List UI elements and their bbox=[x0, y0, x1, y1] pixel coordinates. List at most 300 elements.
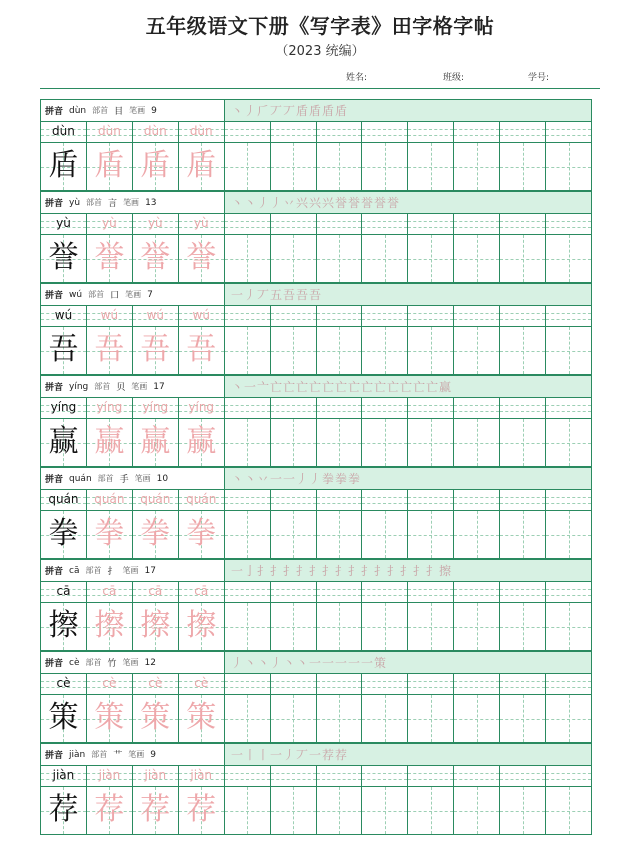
pinyin-blank-cell[interactable] bbox=[271, 766, 317, 787]
header-divider bbox=[40, 88, 600, 89]
trace-char-cell bbox=[133, 419, 179, 467]
pinyin-trace-cell bbox=[179, 122, 225, 143]
pinyin-text: quán bbox=[48, 492, 79, 506]
pinyin-blank-cell[interactable] bbox=[546, 766, 592, 787]
pinyin-trace-cell bbox=[87, 582, 133, 603]
char-block bbox=[40, 283, 592, 375]
blank-practice-cell[interactable] bbox=[317, 327, 363, 375]
blank-practice-cell[interactable] bbox=[225, 603, 271, 651]
blank-practice-cell[interactable] bbox=[317, 603, 363, 651]
pinyin-blank-cell[interactable] bbox=[408, 766, 454, 787]
blank-practice-cell[interactable] bbox=[500, 695, 546, 743]
pinyin-blank-cell[interactable] bbox=[362, 398, 408, 419]
char-row bbox=[40, 419, 592, 467]
char-meta bbox=[41, 468, 225, 489]
char-text: 誉 bbox=[140, 240, 171, 275]
char-text: 赢 bbox=[48, 424, 79, 459]
stroke-order-text: 丶丶丿丿丷兴兴兴誉誉誉誉誉 bbox=[231, 196, 401, 210]
pinyin-text: cā bbox=[102, 584, 117, 598]
trace-char-cell bbox=[133, 143, 179, 191]
pinyin-blank-cell[interactable] bbox=[271, 306, 317, 327]
pinyin-blank-cell[interactable] bbox=[454, 582, 500, 603]
model-char-cell bbox=[41, 695, 87, 743]
pinyin-blank-cell[interactable] bbox=[500, 766, 546, 787]
blank-practice-cell[interactable] bbox=[454, 327, 500, 375]
pinyin-blank-cell[interactable] bbox=[500, 490, 546, 511]
char-text: 吾 bbox=[186, 332, 217, 367]
blank-practice-cell[interactable] bbox=[546, 419, 592, 467]
id-label: 学号: bbox=[528, 73, 550, 83]
pinyin-blank-cell[interactable] bbox=[225, 122, 271, 143]
blank-practice-cell[interactable] bbox=[225, 787, 271, 835]
blank-practice-cell[interactable] bbox=[362, 235, 408, 283]
pinyin-blank-cell[interactable] bbox=[408, 306, 454, 327]
strokes-label: 笔画 bbox=[129, 106, 146, 115]
pinyin-text: dùn bbox=[97, 124, 121, 138]
pinyin-blank-cell[interactable] bbox=[362, 214, 408, 235]
pinyin-text: jiàn bbox=[190, 768, 213, 782]
pinyin-trace-cell bbox=[133, 398, 179, 419]
trace-char-cell bbox=[179, 603, 225, 651]
blank-practice-cell[interactable] bbox=[271, 419, 317, 467]
char-text: 吾 bbox=[140, 332, 171, 367]
pinyin-blank-cell[interactable] bbox=[225, 398, 271, 419]
pinyin-value: dùn bbox=[69, 105, 87, 116]
stroke-order bbox=[225, 746, 591, 763]
pinyin-text: dùn bbox=[143, 124, 167, 138]
char-header bbox=[40, 467, 592, 490]
pinyin-cell bbox=[41, 490, 87, 511]
trace-char-cell bbox=[179, 235, 225, 283]
pinyin-text: yù bbox=[193, 216, 209, 230]
pinyin-blank-cell[interactable] bbox=[408, 398, 454, 419]
pinyin-blank-cell[interactable] bbox=[225, 214, 271, 235]
trace-char-cell bbox=[133, 511, 179, 559]
blank-practice-cell[interactable] bbox=[225, 143, 271, 191]
trace-char-cell bbox=[133, 787, 179, 835]
pinyin-blank-cell[interactable] bbox=[271, 398, 317, 419]
blank-practice-cell[interactable] bbox=[362, 603, 408, 651]
pinyin-blank-cell[interactable] bbox=[271, 674, 317, 695]
blank-practice-cell[interactable] bbox=[454, 419, 500, 467]
pinyin-row bbox=[40, 766, 592, 787]
pinyin-trace-cell bbox=[87, 122, 133, 143]
pinyin-blank-cell[interactable] bbox=[317, 214, 363, 235]
trace-char-cell bbox=[87, 235, 133, 283]
pinyin-blank-cell[interactable] bbox=[317, 582, 363, 603]
blank-practice-cell[interactable] bbox=[454, 235, 500, 283]
pinyin-blank-cell[interactable] bbox=[546, 122, 592, 143]
blank-practice-cell[interactable] bbox=[225, 695, 271, 743]
pinyin-trace-cell bbox=[87, 306, 133, 327]
pinyin-text: jiàn bbox=[98, 768, 121, 782]
trace-char-cell bbox=[133, 695, 179, 743]
pinyin-blank-cell[interactable] bbox=[454, 306, 500, 327]
pinyin-blank-cell[interactable] bbox=[317, 398, 363, 419]
pinyin-blank-cell[interactable] bbox=[546, 674, 592, 695]
pinyin-label: 拼音 bbox=[45, 751, 64, 761]
pinyin-text: dùn bbox=[189, 124, 213, 138]
name-label: 姓名: bbox=[346, 73, 368, 83]
char-row bbox=[40, 327, 592, 375]
trace-char-cell bbox=[133, 235, 179, 283]
strokes-label: 笔画 bbox=[134, 474, 151, 483]
trace-char-cell bbox=[179, 143, 225, 191]
pinyin-blank-cell[interactable] bbox=[317, 766, 363, 787]
pinyin-text: wú bbox=[146, 308, 165, 322]
pinyin-text: jiàn bbox=[144, 768, 167, 782]
radical-label: 部首 bbox=[85, 566, 102, 575]
blank-practice-cell[interactable] bbox=[271, 787, 317, 835]
stroke-order-text: 一丿丆五吾吾吾 bbox=[231, 288, 323, 302]
radical-label: 部首 bbox=[85, 658, 102, 667]
pinyin-trace-cell bbox=[179, 766, 225, 787]
pinyin-blank-cell[interactable] bbox=[271, 582, 317, 603]
pinyin-value: cè bbox=[69, 657, 80, 668]
radical-value: 贝 bbox=[116, 383, 126, 393]
blank-practice-cell[interactable] bbox=[454, 143, 500, 191]
pinyin-row bbox=[40, 674, 592, 695]
trace-char-cell bbox=[87, 511, 133, 559]
char-text: 赢 bbox=[186, 424, 217, 459]
practice-sheet bbox=[40, 99, 592, 835]
pinyin-blank-cell[interactable] bbox=[225, 490, 271, 511]
blank-practice-cell[interactable] bbox=[362, 787, 408, 835]
pinyin-blank-cell[interactable] bbox=[317, 674, 363, 695]
blank-practice-cell[interactable] bbox=[408, 327, 454, 375]
pinyin-trace-cell bbox=[179, 582, 225, 603]
pinyin-text: yíng bbox=[142, 400, 169, 414]
char-text: 策 bbox=[140, 700, 171, 735]
class-field[interactable] bbox=[443, 70, 468, 86]
pinyin-label: 拼音 bbox=[45, 659, 64, 669]
pinyin-text: dùn bbox=[52, 124, 75, 138]
blank-practice-cell[interactable] bbox=[454, 603, 500, 651]
name-field[interactable] bbox=[346, 70, 371, 86]
pinyin-blank-cell[interactable] bbox=[454, 214, 500, 235]
trace-char-cell bbox=[179, 419, 225, 467]
strokes-label: 笔画 bbox=[122, 566, 139, 575]
trace-char-cell bbox=[133, 327, 179, 375]
pinyin-blank-cell[interactable] bbox=[500, 306, 546, 327]
blank-practice-cell[interactable] bbox=[454, 787, 500, 835]
blank-practice-cell[interactable] bbox=[225, 235, 271, 283]
char-text: 誉 bbox=[186, 240, 217, 275]
char-text: 策 bbox=[48, 700, 79, 735]
radical-value: 扌 bbox=[107, 567, 117, 577]
pinyin-blank-cell[interactable] bbox=[546, 490, 592, 511]
pinyin-trace-cell bbox=[179, 306, 225, 327]
blank-practice-cell[interactable] bbox=[362, 327, 408, 375]
blank-practice-cell[interactable] bbox=[408, 603, 454, 651]
stroke-count: 7 bbox=[147, 289, 153, 300]
char-header bbox=[40, 283, 592, 306]
pinyin-blank-cell[interactable] bbox=[225, 582, 271, 603]
pinyin-text: yíng bbox=[188, 400, 215, 414]
pinyin-blank-cell[interactable] bbox=[271, 214, 317, 235]
blank-practice-cell[interactable] bbox=[271, 235, 317, 283]
blank-practice-cell[interactable] bbox=[317, 419, 363, 467]
pinyin-text: yù bbox=[56, 216, 71, 230]
pinyin-blank-cell[interactable] bbox=[225, 674, 271, 695]
char-row bbox=[40, 603, 592, 651]
stroke-count: 10 bbox=[156, 473, 169, 484]
stroke-count: 9 bbox=[151, 105, 157, 116]
pinyin-value: yíng bbox=[69, 381, 89, 392]
pinyin-text: quán bbox=[140, 492, 171, 506]
pinyin-text: cā bbox=[148, 584, 163, 598]
blank-practice-cell[interactable] bbox=[500, 235, 546, 283]
char-text: 盾 bbox=[48, 148, 79, 183]
pinyin-text: wú bbox=[100, 308, 119, 322]
pinyin-trace-cell bbox=[133, 306, 179, 327]
stroke-order bbox=[225, 194, 591, 211]
blank-practice-cell[interactable] bbox=[408, 511, 454, 559]
pinyin-blank-cell[interactable] bbox=[454, 674, 500, 695]
radical-label: 部首 bbox=[88, 290, 105, 299]
blank-practice-cell[interactable] bbox=[362, 511, 408, 559]
char-text: 擦 bbox=[48, 608, 79, 643]
blank-practice-cell[interactable] bbox=[317, 143, 363, 191]
stroke-count: 13 bbox=[145, 197, 157, 208]
pinyin-text: cè bbox=[194, 676, 209, 690]
stroke-order bbox=[225, 470, 591, 487]
blank-practice-cell[interactable] bbox=[317, 235, 363, 283]
pinyin-blank-cell[interactable] bbox=[454, 766, 500, 787]
pinyin-blank-cell[interactable] bbox=[500, 674, 546, 695]
char-row bbox=[40, 787, 592, 835]
pinyin-blank-cell[interactable] bbox=[546, 214, 592, 235]
blank-practice-cell[interactable] bbox=[362, 419, 408, 467]
char-text: 擦 bbox=[186, 608, 217, 643]
char-header bbox=[40, 559, 592, 582]
pinyin-blank-cell[interactable] bbox=[362, 490, 408, 511]
pinyin-trace-cell bbox=[133, 766, 179, 787]
blank-practice-cell[interactable] bbox=[500, 787, 546, 835]
radical-value: 手 bbox=[119, 475, 129, 485]
pinyin-blank-cell[interactable] bbox=[317, 306, 363, 327]
model-char-cell bbox=[41, 419, 87, 467]
radical-label: 部首 bbox=[92, 106, 109, 115]
blank-practice-cell[interactable] bbox=[500, 603, 546, 651]
char-text: 擦 bbox=[140, 608, 171, 643]
pinyin-cell bbox=[41, 122, 87, 143]
blank-practice-cell[interactable] bbox=[408, 143, 454, 191]
radical-value: 言 bbox=[108, 199, 118, 209]
pinyin-blank-cell[interactable] bbox=[454, 398, 500, 419]
blank-practice-cell[interactable] bbox=[225, 511, 271, 559]
char-header bbox=[40, 191, 592, 214]
pinyin-blank-cell[interactable] bbox=[317, 122, 363, 143]
trace-char-cell bbox=[87, 419, 133, 467]
pinyin-label: 拼音 bbox=[45, 475, 64, 485]
char-text: 盾 bbox=[186, 148, 217, 183]
stroke-order-text: 丶丿𠂆丆丆盾盾盾盾 bbox=[231, 104, 349, 118]
pinyin-cell bbox=[41, 398, 87, 419]
pinyin-value: jiàn bbox=[69, 749, 86, 760]
trace-char-cell bbox=[87, 603, 133, 651]
char-text: 赢 bbox=[94, 424, 125, 459]
blank-practice-cell[interactable] bbox=[546, 327, 592, 375]
trace-char-cell bbox=[179, 511, 225, 559]
pinyin-blank-cell[interactable] bbox=[408, 122, 454, 143]
blank-practice-cell[interactable] bbox=[500, 143, 546, 191]
pinyin-blank-cell[interactable] bbox=[500, 214, 546, 235]
char-header bbox=[40, 651, 592, 674]
char-meta bbox=[41, 100, 225, 121]
pinyin-value: cā bbox=[69, 565, 80, 576]
stroke-count: 17 bbox=[144, 565, 156, 576]
pinyin-blank-cell[interactable] bbox=[454, 122, 500, 143]
radical-value: 目 bbox=[114, 107, 124, 117]
pinyin-blank-cell[interactable] bbox=[362, 766, 408, 787]
blank-practice-cell[interactable] bbox=[500, 327, 546, 375]
stroke-order bbox=[225, 286, 591, 303]
char-text: 拳 bbox=[48, 516, 79, 551]
blank-practice-cell[interactable] bbox=[500, 511, 546, 559]
pinyin-blank-cell[interactable] bbox=[408, 490, 454, 511]
pinyin-blank-cell[interactable] bbox=[225, 766, 271, 787]
char-block bbox=[40, 559, 592, 651]
blank-practice-cell[interactable] bbox=[271, 511, 317, 559]
model-char-cell bbox=[41, 511, 87, 559]
pinyin-blank-cell[interactable] bbox=[408, 582, 454, 603]
pinyin-trace-cell bbox=[179, 490, 225, 511]
strokes-label: 笔画 bbox=[123, 198, 140, 207]
stroke-order-text: 丶一亠亡亡亡亡亡亡亡亡亡亡亡亡亡赢 bbox=[231, 380, 453, 394]
pinyin-trace-cell bbox=[87, 398, 133, 419]
pinyin-blank-cell[interactable] bbox=[225, 306, 271, 327]
trace-char-cell bbox=[179, 695, 225, 743]
pinyin-text: quán bbox=[94, 492, 125, 506]
pinyin-text: cè bbox=[102, 676, 117, 690]
blank-practice-cell[interactable] bbox=[362, 143, 408, 191]
char-text: 荐 bbox=[186, 792, 217, 827]
char-row bbox=[40, 511, 592, 559]
trace-char-cell bbox=[179, 787, 225, 835]
char-header bbox=[40, 375, 592, 398]
id-field[interactable] bbox=[528, 70, 553, 86]
pinyin-blank-cell[interactable] bbox=[546, 582, 592, 603]
pinyin-blank-cell[interactable] bbox=[500, 582, 546, 603]
blank-practice-cell[interactable] bbox=[546, 695, 592, 743]
blank-practice-cell[interactable] bbox=[546, 511, 592, 559]
blank-practice-cell[interactable] bbox=[454, 511, 500, 559]
radical-value: 竹 bbox=[107, 659, 117, 669]
blank-practice-cell[interactable] bbox=[546, 787, 592, 835]
stroke-order-text: 丿丶丶丿丶丶一一一一一策 bbox=[231, 656, 388, 670]
pinyin-blank-cell[interactable] bbox=[546, 398, 592, 419]
blank-practice-cell[interactable] bbox=[271, 143, 317, 191]
blank-practice-cell[interactable] bbox=[317, 787, 363, 835]
blank-practice-cell[interactable] bbox=[408, 235, 454, 283]
char-text: 擦 bbox=[94, 608, 125, 643]
blank-practice-cell[interactable] bbox=[454, 695, 500, 743]
model-char-cell bbox=[41, 235, 87, 283]
pinyin-blank-cell[interactable] bbox=[546, 306, 592, 327]
stroke-count: 12 bbox=[144, 657, 156, 668]
blank-practice-cell[interactable] bbox=[317, 511, 363, 559]
pinyin-blank-cell[interactable] bbox=[362, 674, 408, 695]
blank-practice-cell[interactable] bbox=[225, 327, 271, 375]
pinyin-trace-cell bbox=[133, 122, 179, 143]
stroke-order-text: 丶丶丷一一丿丿拳拳拳 bbox=[231, 472, 362, 486]
pinyin-cell bbox=[41, 582, 87, 603]
pinyin-row bbox=[40, 306, 592, 327]
pinyin-blank-cell[interactable] bbox=[317, 490, 363, 511]
model-char-cell bbox=[41, 603, 87, 651]
char-header bbox=[40, 99, 592, 122]
pinyin-blank-cell[interactable] bbox=[362, 582, 408, 603]
strokes-label: 笔画 bbox=[122, 658, 139, 667]
pinyin-text: wú bbox=[54, 308, 73, 322]
pinyin-text: quán bbox=[186, 492, 217, 506]
blank-practice-cell[interactable] bbox=[408, 695, 454, 743]
char-meta bbox=[41, 744, 225, 765]
pinyin-trace-cell bbox=[87, 766, 133, 787]
pinyin-blank-cell[interactable] bbox=[500, 398, 546, 419]
pinyin-text: yù bbox=[147, 216, 163, 230]
blank-practice-cell[interactable] bbox=[362, 695, 408, 743]
blank-practice-cell[interactable] bbox=[271, 327, 317, 375]
pinyin-blank-cell[interactable] bbox=[362, 122, 408, 143]
blank-practice-cell[interactable] bbox=[408, 419, 454, 467]
pinyin-blank-cell[interactable] bbox=[271, 490, 317, 511]
pinyin-text: yù bbox=[102, 216, 117, 230]
blank-practice-cell[interactable] bbox=[546, 603, 592, 651]
blank-practice-cell[interactable] bbox=[317, 695, 363, 743]
stroke-order bbox=[225, 378, 591, 395]
pinyin-cell bbox=[41, 214, 87, 235]
radical-value: 艹 bbox=[113, 751, 123, 761]
radical-value: 口 bbox=[110, 291, 120, 301]
radical-label: 部首 bbox=[97, 474, 114, 483]
pinyin-text: wú bbox=[192, 308, 210, 322]
char-block bbox=[40, 375, 592, 467]
char-text: 誉 bbox=[94, 240, 125, 275]
blank-practice-cell[interactable] bbox=[408, 787, 454, 835]
radical-label: 部首 bbox=[94, 382, 111, 391]
pinyin-blank-cell[interactable] bbox=[408, 214, 454, 235]
char-text: 盾 bbox=[94, 148, 125, 183]
pinyin-blank-cell[interactable] bbox=[271, 122, 317, 143]
blank-practice-cell[interactable] bbox=[271, 603, 317, 651]
pinyin-trace-cell bbox=[179, 398, 225, 419]
trace-char-cell bbox=[87, 787, 133, 835]
pinyin-trace-cell bbox=[179, 674, 225, 695]
strokes-label: 笔画 bbox=[131, 382, 148, 391]
blank-practice-cell[interactable] bbox=[225, 419, 271, 467]
char-block bbox=[40, 99, 592, 191]
char-text: 拳 bbox=[94, 516, 125, 551]
model-char-cell bbox=[41, 143, 87, 191]
char-header bbox=[40, 743, 592, 766]
pinyin-blank-cell[interactable] bbox=[500, 122, 546, 143]
pinyin-blank-cell[interactable] bbox=[454, 490, 500, 511]
pinyin-row bbox=[40, 582, 592, 603]
pinyin-blank-cell[interactable] bbox=[362, 306, 408, 327]
char-text: 荐 bbox=[48, 792, 79, 827]
pinyin-blank-cell[interactable] bbox=[408, 674, 454, 695]
char-text: 荐 bbox=[94, 792, 125, 827]
blank-practice-cell[interactable] bbox=[546, 235, 592, 283]
blank-practice-cell[interactable] bbox=[546, 143, 592, 191]
blank-practice-cell[interactable] bbox=[500, 419, 546, 467]
pinyin-cell bbox=[41, 674, 87, 695]
blank-practice-cell[interactable] bbox=[271, 695, 317, 743]
pinyin-row bbox=[40, 490, 592, 511]
pinyin-value: wú bbox=[69, 289, 83, 300]
